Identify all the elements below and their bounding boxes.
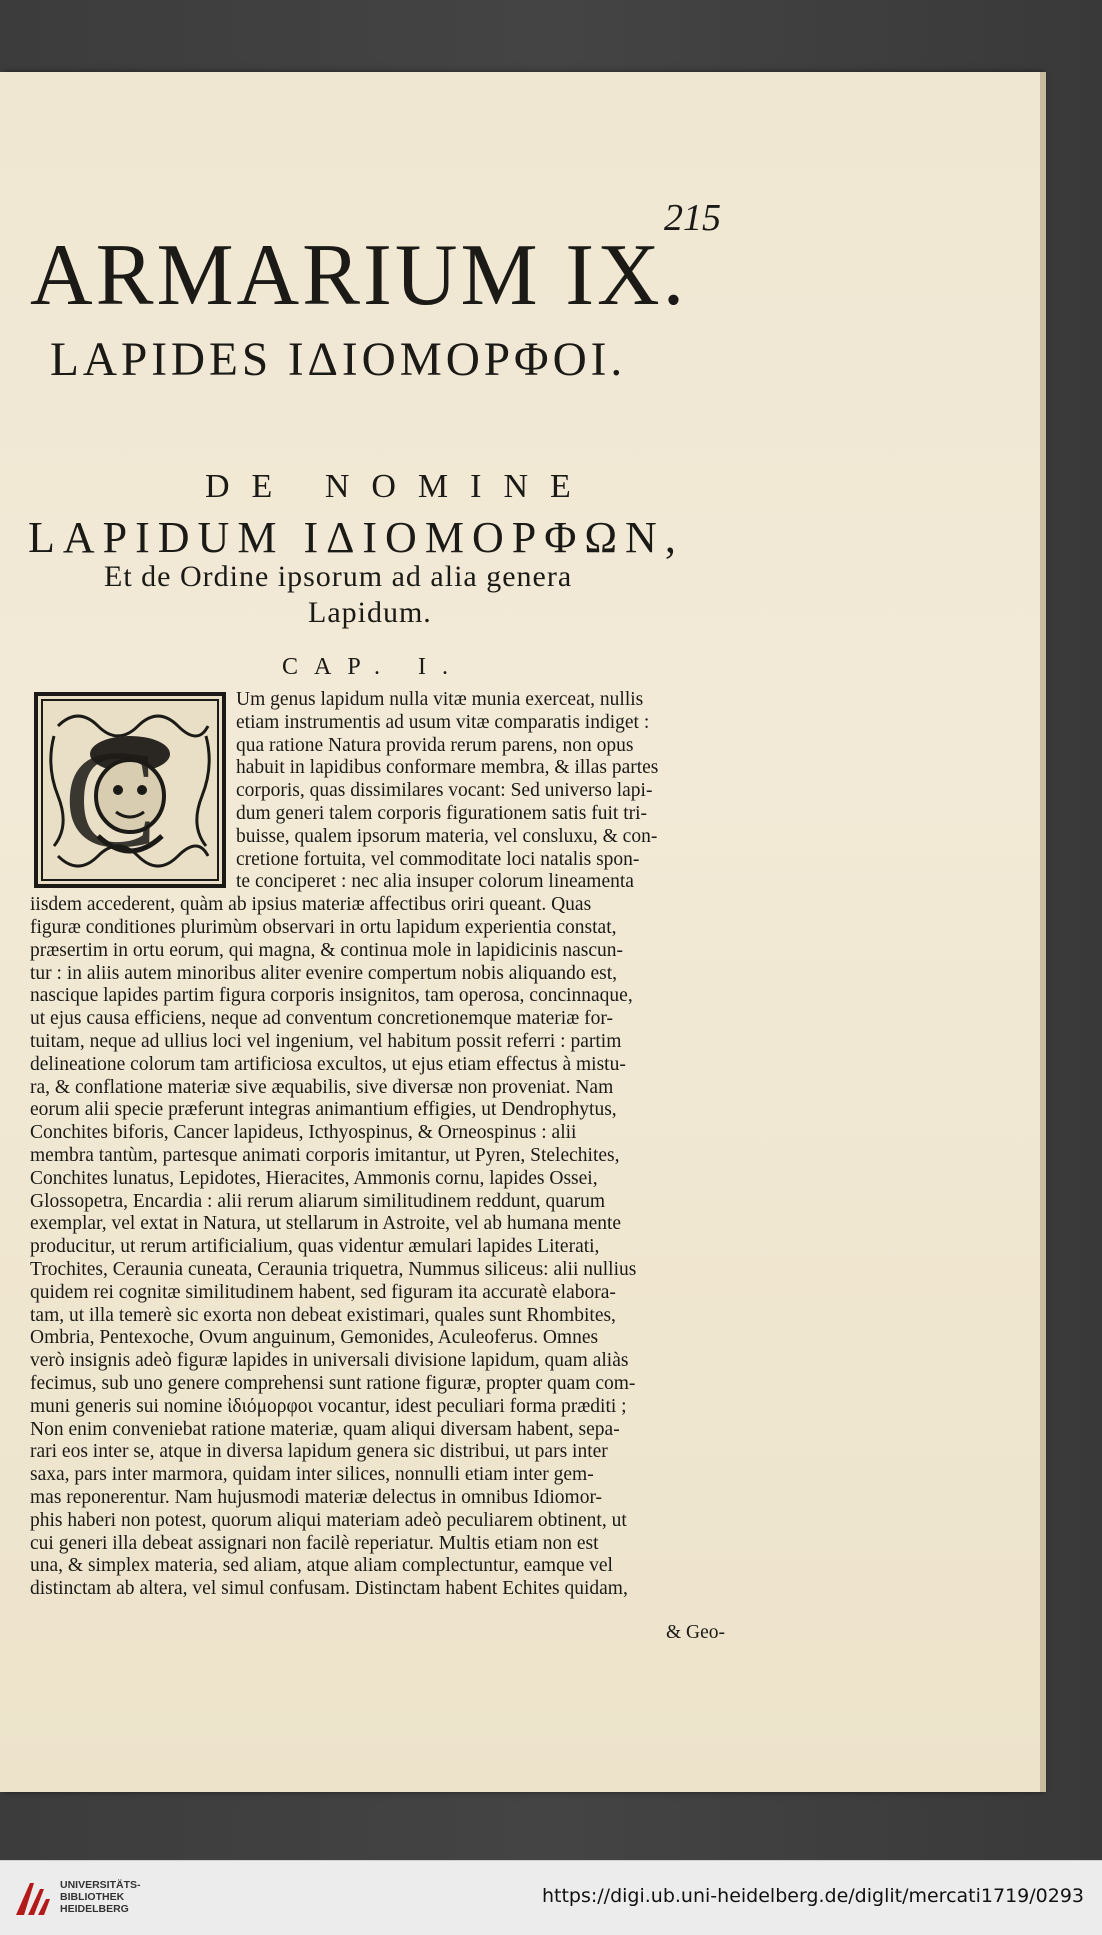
- library-name-line: UNIVERSITÄTS-: [60, 1879, 141, 1891]
- body-line: fecimus, sub uno genere comprehensi sunt ratione figuræ, propter quam com-: [30, 1373, 636, 1394]
- body-line: delineatione colorum tam artificiosa excultos, ut ejus etiam effectus à mistu-: [30, 1053, 626, 1075]
- body-line: una, & simplex materia, sed aliam, atque aliam complectuntur, eamque vel: [30, 1555, 613, 1577]
- body-line: tam, ut illa temerè sic exorta non debeat existimari, quales sunt Rhombites,: [30, 1304, 616, 1326]
- body-line: iisdem accederent, quàm ab ipsius materiæ affectibus oriri queant. Quas: [30, 894, 592, 916]
- heading-line-3: Et de Ordine ipsorum ad alia genera: [104, 560, 573, 593]
- heading-line-2: LAPIDUM ΙΔΙΟΜΟΡΦΩΝ,: [28, 513, 684, 562]
- body-line: verò insignis adeò figuræ lapides in universali divisione lapidum, quam aliàs: [30, 1350, 629, 1372]
- body-line: Conchites lunatus, Lepidotes, Hieracites, Ammonis cornu, lapides Ossei,: [30, 1167, 598, 1189]
- permalink-url[interactable]: https://digi.ub.uni-heidelberg.de/diglit/mercati1719/0293: [541, 1885, 1084, 1907]
- body-line: cretione fortuita, vel commoditate loci natalis spon-: [236, 848, 640, 870]
- body-line: membra tantùm, partesque animati corporis imitantur, ut Pyren, Stelechites,: [30, 1145, 620, 1166]
- decorated-initial: [34, 692, 226, 888]
- viewer-footer: [0, 1860, 1102, 1935]
- heading-line-1: DE NOMINE: [205, 468, 593, 505]
- body-line: Trochites, Ceraunia cuneata, Ceraunia triquetra, Nummus siliceus: alii nullius: [30, 1259, 637, 1280]
- page-title: ARMARIUM IX.: [30, 227, 688, 324]
- body-line: muni generis sui nomine ἰδιόμορφοι vocantur, idest peculiari forma præditi ;: [30, 1395, 627, 1417]
- body-line: Conchites biforis, Cancer lapideus, Icthyospinus, & Orneospinus : alii: [30, 1122, 577, 1144]
- heading-line-4: Lapidum.: [308, 596, 432, 629]
- page-edge: [1040, 72, 1046, 1792]
- page-number: 215: [664, 197, 721, 239]
- body-line: qua ratione Natura provida rerum parens, non opus: [236, 734, 634, 756]
- body-line: te conciperet : nec alia insuper colorum lineamenta: [236, 871, 634, 893]
- library-name-line: HEIDELBERG: [60, 1903, 129, 1915]
- body-line: mas reponerentur. Nam hujusmodi materiæ delectus in omnibus Idiomor-: [30, 1487, 603, 1508]
- body-line: corporis, quas dissimilares vocant: Sed universo lapi-: [236, 780, 653, 802]
- body-line: præsertim in ortu eorum, qui magna, & continua mole in lapidicinis nascun-: [30, 939, 624, 961]
- body-line: nascique lapides partim figura corporis insignitos, tam operosa, concinnaque,: [30, 985, 633, 1007]
- body-line: tur : in aliis autem minoribus aliter evenire compertum nobis aliquando est,: [30, 962, 618, 984]
- initial-letter: C: [64, 722, 158, 877]
- body-line: producitur, ut rerum artificialium, quas videntur æmulari lapides Literati,: [30, 1236, 600, 1258]
- body-line: ra, & conflatione materiæ sive æquabilis, sive diversæ non proveniat. Nam: [30, 1076, 614, 1098]
- body-line: Ombria, Pentexoche, Ovum anguinum, Gemonides, Aculeoferus. Omnes: [30, 1327, 599, 1349]
- body-line: quidem rei cognitæ similitudinem habent, sed figuram ita accuratè elabora-: [30, 1281, 616, 1303]
- book-page: [0, 72, 1040, 1792]
- body-line: Um genus lapidum nulla vitæ munia exerceat, nullis: [236, 689, 644, 710]
- body-line: tuitam, neque ad ullius loci vel ingenium, vel habitum possit referri : partim: [30, 1031, 622, 1052]
- body-line: ut ejus causa efficiens, neque ad conventum concretionemque materiæ for-: [30, 1008, 613, 1030]
- page-subtitle: LAPIDES ΙΔΙΟΜΟΡΦΟΙ.: [50, 333, 627, 386]
- body-line: rari eos inter se, atque in diversa lapidum genera sic distribui, ut pars inter: [30, 1441, 608, 1463]
- body-line: habuit in lapidibus conformare membra, & illas partes: [236, 757, 659, 779]
- library-name: [60, 1879, 141, 1915]
- body-line: eorum alii specie præferunt integras animantium effigies, ut Dendrophytus,: [30, 1099, 617, 1121]
- body-line: phis haberi non potest, quorum aliqui materiam adeò peculiarem obtinent, ut: [30, 1509, 627, 1531]
- body-line: saxa, pars inter marmora, quidam inter silices, nonnulli etiam inter gem-: [30, 1464, 594, 1486]
- chapter-heading: CAP. I.: [282, 654, 465, 680]
- catchword: & Geo-: [666, 1622, 726, 1643]
- body-line: distinctam ab altera, vel simul confusam. Distinctam habent Echites quidam,: [30, 1578, 628, 1600]
- body-line: buisse, qualem ipsorum materia, vel consluxu, & con-: [236, 825, 658, 847]
- body-line: figuræ conditiones plurimùm observari in ortu lapidum experientia constat,: [30, 917, 617, 938]
- body-line: Non enim conveniebat ratione materiæ, quam aliqui diversam habent, sepa-: [30, 1418, 620, 1440]
- body-line: cui generi illa debeat assignari non facilè reperiatur. Multis etiam non est: [30, 1532, 599, 1554]
- body-line: etiam instrumentis ad usum vitæ comparatis indiget :: [236, 711, 650, 733]
- body-line: Glossopetra, Encardia : alii rerum aliarum similitudinem reddunt, quarum: [30, 1190, 606, 1212]
- body-line: exemplar, vel extat in Natura, ut stellarum in Astroite, vel ab humana mente: [30, 1213, 622, 1235]
- university-logo-icon: [12, 1879, 52, 1919]
- library-name-line: BIBLIOTHEK: [60, 1891, 125, 1903]
- body-line: dum generi talem corporis figurationem satis fuit tri-: [236, 803, 648, 824]
